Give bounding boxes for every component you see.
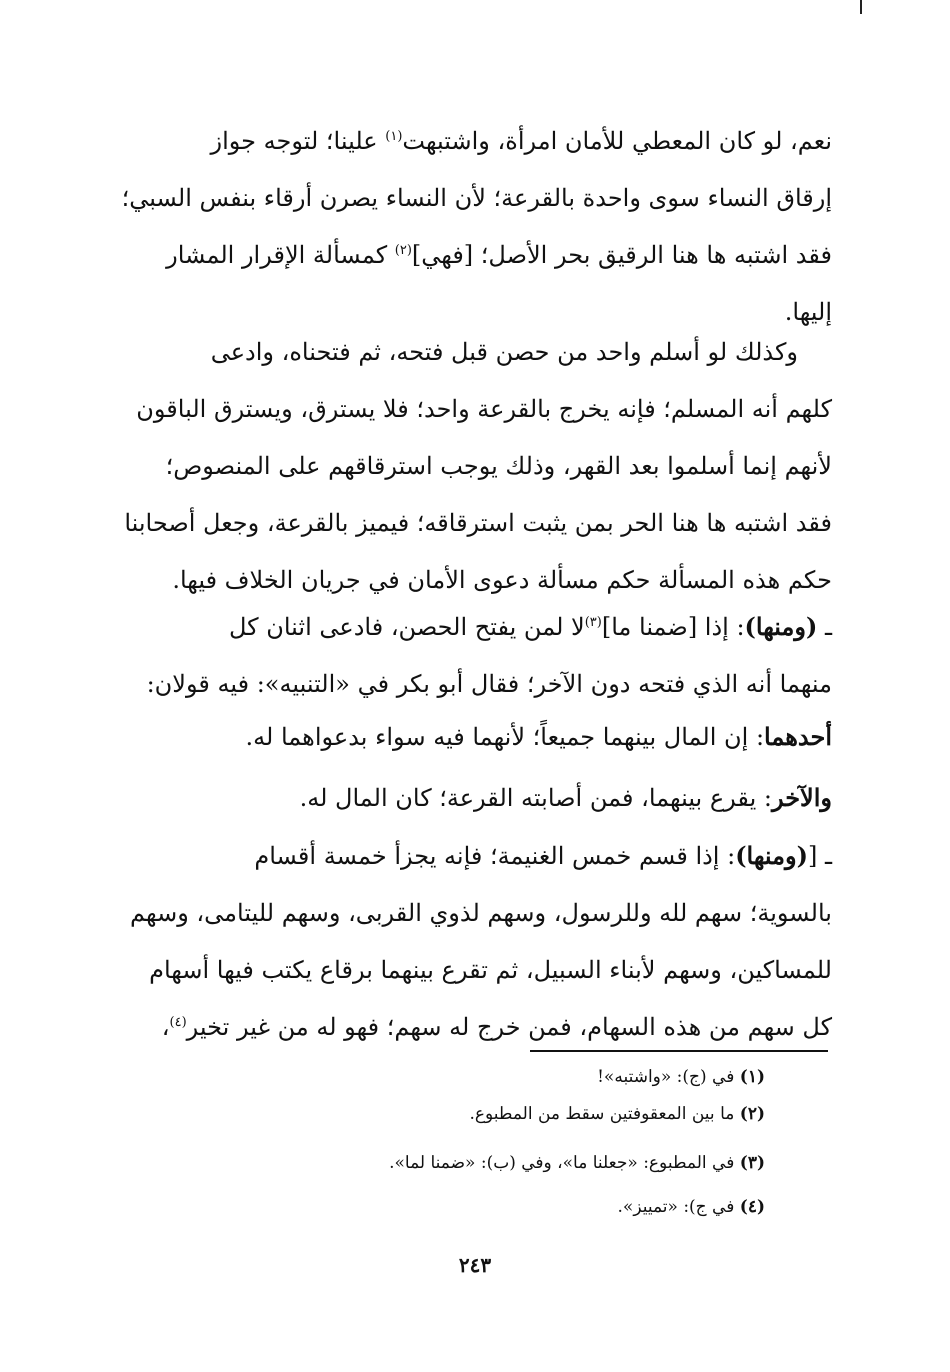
page-edge-mark xyxy=(860,0,862,14)
p3-line-1 xyxy=(110,598,832,656)
footnote-1-number: (١) xyxy=(739,1067,765,1087)
paragraph-1 xyxy=(110,113,832,341)
p2-line-1: وكذلك لو أسلم واحد من حصن قبل فتحه، ثم فتحناه، وادعى xyxy=(210,338,798,366)
p1-line-3-a: فقد اشتبه ها هنا الرقيق بحر الأصل؛ [فهي] xyxy=(411,241,832,269)
p6-line-4-b: ، xyxy=(161,1013,170,1041)
footnote-ref-1[interactable]: (١) xyxy=(385,129,403,144)
p6-dash: ـ [ xyxy=(807,842,832,870)
footnote-ref-4[interactable]: (٤) xyxy=(169,1015,187,1030)
footnote-2-text: ما بين المعقوفتين سقط من المطبوع. xyxy=(469,1104,740,1124)
p6-line-4 xyxy=(110,999,832,1056)
p1-line-3 xyxy=(110,227,832,284)
p5-heading: والآخر xyxy=(771,783,832,812)
footnote-2-number: (٢) xyxy=(739,1104,765,1124)
p2-line-4: فقد اشتبه ها هنا الحر بمن يثبت استرقاقه؛ فيميز بالقرعة، وجعل أصحابنا xyxy=(124,509,832,537)
p6-line-3: للمساكين، وسهم لأبناء السبيل، ثم تقرع بينهما برقاع يكتب فيها أسهام xyxy=(149,956,832,984)
footnote-4 xyxy=(618,1193,765,1221)
p3-dash: ـ xyxy=(817,613,832,641)
p5-text: : يقرع بينهما، فمن أصابته القرعة؛ كان المال له. xyxy=(299,784,772,812)
footnote-separator xyxy=(530,1050,828,1052)
p3-heading: (ومنها) xyxy=(744,612,818,641)
footnote-1-text: في (ج): «واشتبه»! xyxy=(597,1067,740,1087)
p3-line-2: منهما أنه الذي فتحه دون الآخر؛ فقال أبو بكر في «التنبيه»: فيه قولان: xyxy=(146,670,832,698)
p6-line-1-text: : إذا قسم خمس الغنيمة؛ فإنه يجزأ خمسة أقسام xyxy=(254,842,736,870)
p1-line-2: إرقاق النساء سوى واحدة بالقرعة؛ لأن النساء يصرن أرقاء بنفس السبي؛ xyxy=(121,184,832,212)
p3-line-1-b: لا لمن يفتح الحصن، فادعى اثنان كل xyxy=(229,613,585,641)
footnote-ref-3[interactable]: (٣) xyxy=(584,615,602,630)
footnote-3 xyxy=(389,1149,765,1177)
p4-heading: أحدهما xyxy=(764,722,832,751)
p3-line-1-a: : إذا [ضمنا ما] xyxy=(601,613,745,641)
paragraph-2 xyxy=(110,324,832,609)
p1-line-3-b: كمسألة الإقرار المشار xyxy=(166,241,395,269)
p2-line-3: لأنهم إنما أسلموا بعد القهر، وذلك يوجب استرقاقهم على المنصوص؛ xyxy=(165,452,832,480)
footnote-4-text: في ج): «تمييز». xyxy=(617,1197,740,1217)
p1-line-1 xyxy=(110,113,832,170)
p6-line-2: بالسوية؛ سهم لله وللرسول، وسهم لذوي القربى، وسهم لليتامى، وسهم xyxy=(130,899,832,927)
footnote-ref-2[interactable]: (٢) xyxy=(394,243,412,258)
p2-line-2: كلهم أنه المسلم؛ فإنه يخرج بالقرعة واحد؛ فلا يسترق، ويسترق الباقون xyxy=(136,395,832,423)
p4-line-1 xyxy=(110,708,832,766)
paragraph-4 xyxy=(110,708,832,766)
p1-line-4: إليها. xyxy=(784,298,832,326)
paragraph-5 xyxy=(110,769,832,827)
p6-line-4-a: كل سهم من هذه السهام، فمن خرج له سهم؛ فهو له من غير تخير xyxy=(186,1013,832,1041)
footnote-4-number: (٤) xyxy=(739,1197,765,1217)
paragraph-6 xyxy=(110,827,832,1056)
p6-heading: (ومنها) xyxy=(735,841,808,870)
p5-line-1 xyxy=(110,769,832,827)
p2-line-5: حكم هذه المسألة حكم مسألة دعوى الأمان في جريان الخلاف فيها. xyxy=(172,566,832,594)
footnote-2 xyxy=(469,1100,765,1128)
p1-line-1-a: نعم، لو كان المعطي للأمان امرأة، واشتبهت xyxy=(402,127,832,155)
footnote-3-number: (٣) xyxy=(739,1153,765,1173)
p6-line-1 xyxy=(110,827,832,885)
p4-text: : إن المال بينهما جميعاً؛ لأنهما فيه سواء بدعواهما له. xyxy=(245,723,765,751)
paragraph-3 xyxy=(110,598,832,713)
footnote-3-text: في المطبوع: «جعلنا ما»، وفي (ب): «ضمنا لما». xyxy=(389,1153,740,1173)
footnote-1 xyxy=(597,1063,765,1091)
p1-line-1-b: علينا؛ لتوجه جواز xyxy=(210,127,386,155)
page-number: ٢٤٣ xyxy=(458,1253,492,1277)
